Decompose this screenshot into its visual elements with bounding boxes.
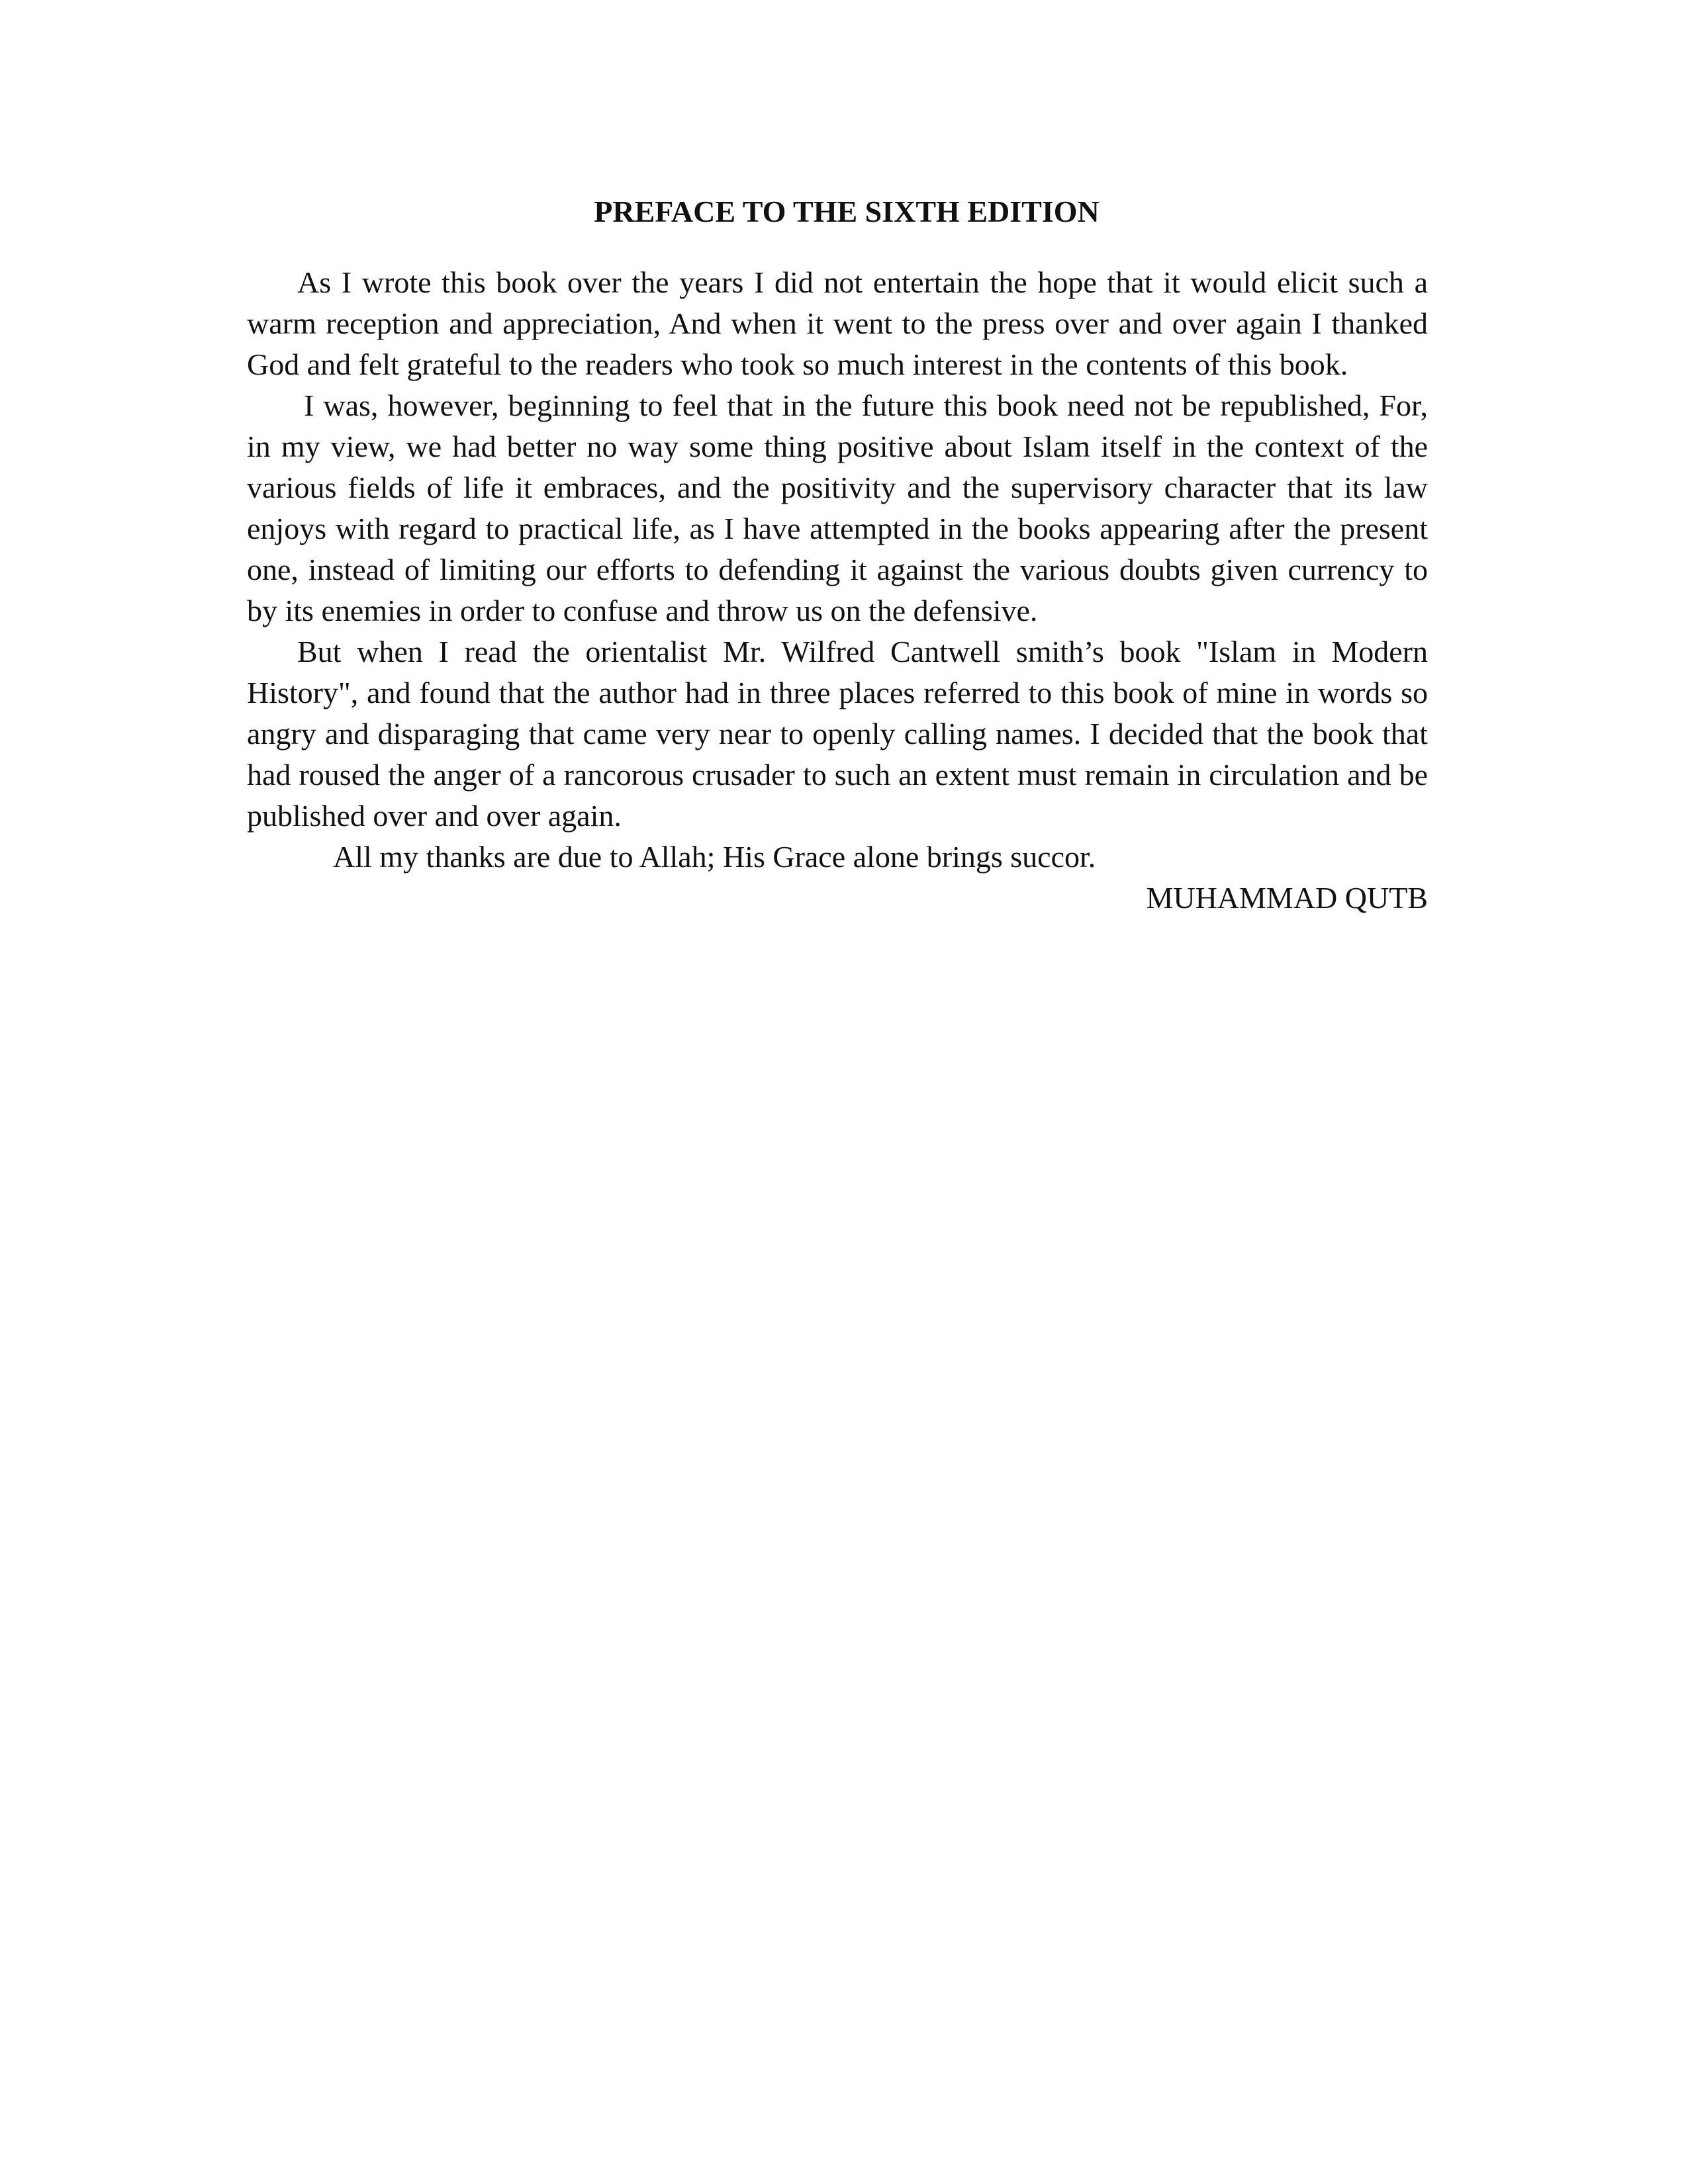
preface-text-block bbox=[247, 192, 1428, 919]
paragraph-3: But when I read the orientalist Mr. Wilfred Cantwell smith’s book "Islam in Modern History", and found that the author had in three places referred to this book of mine in words so angry and disparaging that came very near to openly calling names. I decided that the book that had roused the anger of a rancorous crusader to such an extent must remain in circulation and be published over and over again. bbox=[247, 635, 1428, 833]
closing-line: All my thanks are due to Allah; His Grace alone brings succor. bbox=[333, 840, 1096, 874]
paragraph-1: As I wrote this book over the years I did not entertain the hope that it would elicit such a warm reception and appreciation, And when it went to the press over and over again I thanked God and felt grateful to the readers who took so much interest in the contents of this book. bbox=[247, 265, 1428, 381]
page-title: PREFACE TO THE SIXTH EDITION bbox=[594, 195, 1100, 228]
author-signature: MUHAMMAD QUTB bbox=[1146, 881, 1428, 915]
paragraph-2: I was, however, beginning to feel that in the future this book need not be republished, For, in my view, we had better no way some thing positive about Islam itself in the context of the various fields of life it embraces, and the positivity and the supervisory character that its law enjoys with regard to practical life, as I have attempted in the books appearing after the present one, instead of limiting our efforts to defending it against the various doubts given currency to by its enemies in order to confuse and throw us on the defensive. bbox=[247, 388, 1428, 627]
